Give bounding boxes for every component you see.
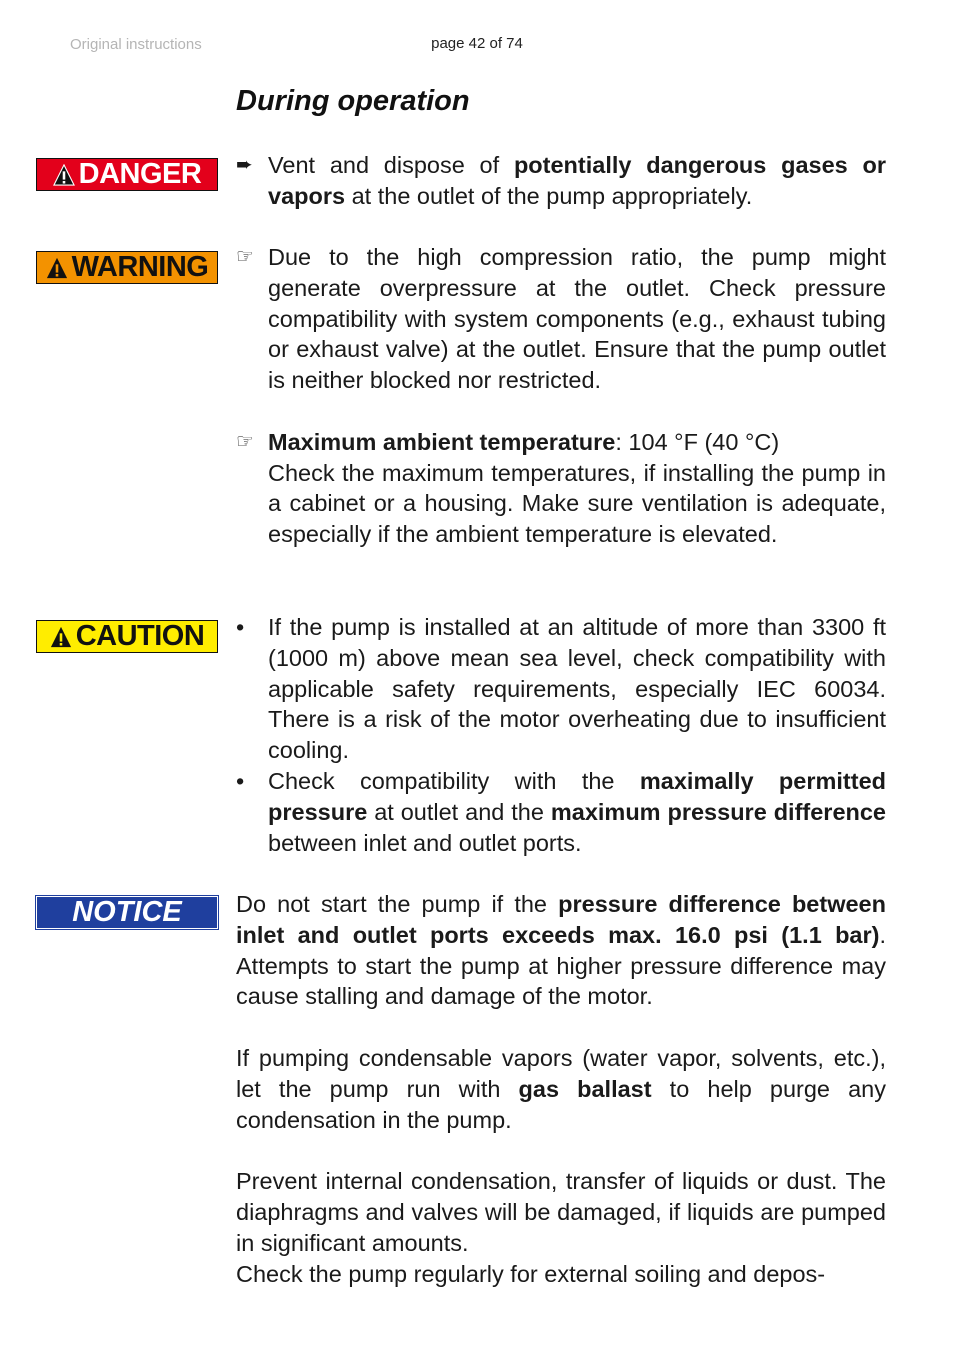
warning-triangle-icon	[46, 257, 68, 279]
pointing-hand-icon: ☞	[236, 430, 254, 453]
header-left: Original instructions	[70, 36, 202, 53]
paragraph: Do not start the pump if the pressure difference between inlet and outlet ports exceeds max. 16.0 psi (1.1 bar). Attempts to start the pump at higher pressure difference may cause stalling and damage of the motor.	[236, 891, 886, 1010]
page-number: page 42 of 74	[431, 35, 523, 52]
list-item: • If the pump is installed at an altitude of more than 3300 ft (1000 m) above mean sea level, check compatibility with applicable safety requirements, especially IEC 60034. There is a risk of the motor overheating due to insufficient cooling.	[236, 614, 886, 764]
warning-sign	[36, 251, 218, 284]
caution-label: CAUTION	[75, 620, 205, 652]
bullet: •	[236, 767, 245, 794]
paragraph: Prevent internal condensation, transfer of liquids or dust. The diaphragms and valves will be damaged, if liquids are pumped in significant amounts.	[236, 1168, 886, 1256]
notice-block	[236, 889, 886, 1289]
caution-block	[236, 612, 886, 858]
pointing-hand-icon: ☞	[236, 246, 254, 268]
warning-triangle-icon	[53, 164, 75, 186]
danger-label: DANGER	[78, 158, 202, 190]
list-item: • Check compatibility with the maximally permitted pressure at outlet and the maximum pressure difference between inlet and outlet ports.	[236, 767, 887, 856]
notice-label: NOTICE	[72, 896, 182, 928]
paragraph: If pumping condensable vapors (water vapor, solvents, etc.), let the pump run with gas ballast to help purge any condensation in the pump.	[236, 1044, 886, 1133]
caution-sign	[36, 620, 218, 653]
list-item: ☞ Maximum ambient temperature: 104 °F (40 °C) Check the maximum temperatures, if installing the pump in a cabinet or a housing. Make sure ventilation is adequate, especially if the ambient temperature is elevated.	[236, 428, 886, 548]
paragraph: Check the pump regularly for external soiling and depos-	[236, 1260, 826, 1287]
warning-triangle-icon	[50, 626, 72, 648]
arrow-icon: ➨	[236, 154, 253, 176]
section-title: During operation	[236, 85, 470, 117]
warning-label: WARNING	[71, 251, 209, 283]
list-item: ☞ Due to the high compression ratio, the pump might generate overpressure at the outlet. Check pressure compatibility with system components (e.g., exhaust tubing or exhaust valve) at the outlet. Ensure that the pump outlet is neither blocked nor restricted.	[236, 244, 886, 394]
list-item: ➨ Vent and dispose of potentially dangerous gases or vapors at the outlet of the pump appropriately.	[236, 152, 887, 209]
danger-block	[236, 150, 886, 212]
warning-block	[236, 242, 886, 550]
danger-sign	[36, 158, 218, 191]
bullet: •	[236, 614, 245, 640]
notice-sign	[36, 896, 218, 929]
